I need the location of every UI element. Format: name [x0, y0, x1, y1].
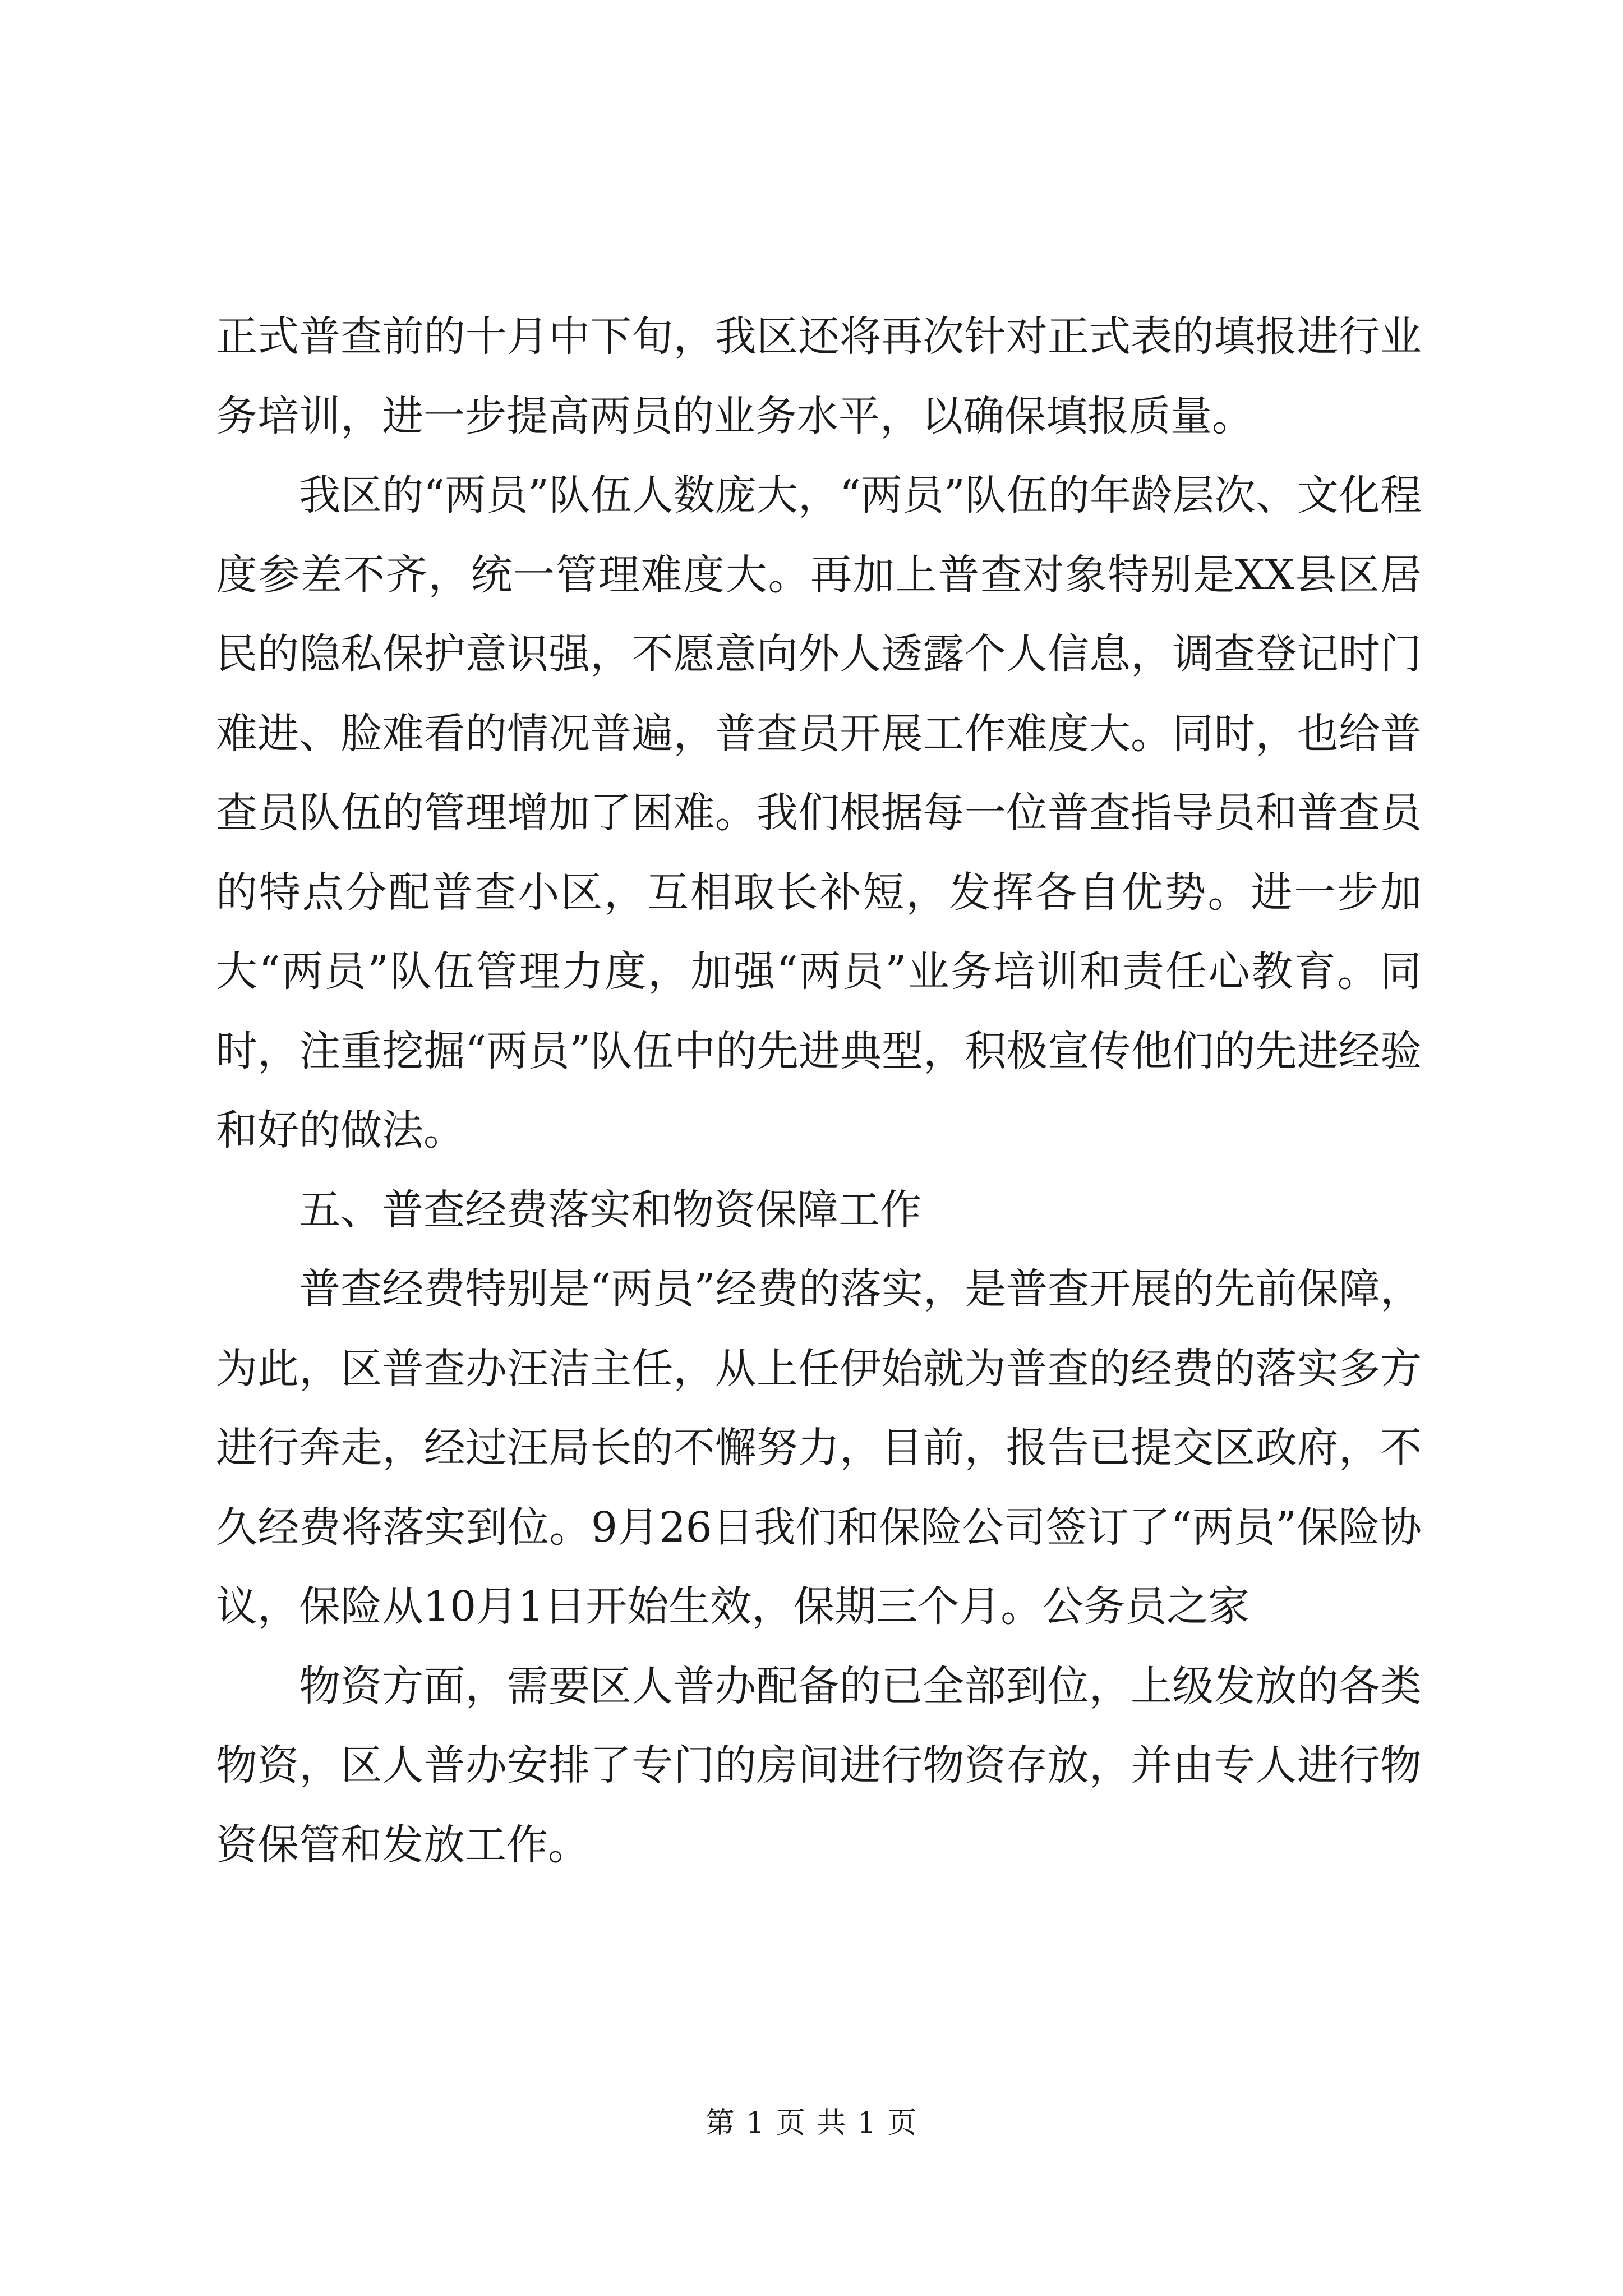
paragraph-team-management: 我区的“两员”队伍人数庞大，“两员”队伍的年龄层次、文化程度参差不齐，统一管理难度大。再加上普查对象特别是XX县区居民的隐私保护意识强，不愿意向外人透露个人信息，调查登记时门难进、脸难看的情况普遍，普查员开展工作难度大。同时，也给普查员队伍的管理增加了困难。我们根据每一位普查指导员和普查员的特点分配普查小区，互相取长补短，发挥各自优势。进一步加大“两员”队伍管理力度，加强“两员”业务培训和责任心教育。同时，注重挖掘“两员”队伍中的先进典型，积极宣传他们的先进经验和好的做法。	[216, 471, 1422, 1154]
section-heading-funding: 五、普查经费落实和物资保障工作	[299, 1185, 921, 1234]
page-footer: 第 1 页 共 1 页	[705, 2106, 918, 2140]
paragraph-funding: 普查经费特别是“两员”经费的落实，是普查开展的先前保障，为此，区普查办汪洁主任，从上任伊始就为普查的经费的落实多方进行奔走，经过汪局长的不懈努力，目前，报告已提交区政府，不久经费将落实到位。9月26日我们和保险公司签订了“两员”保险协议，保险从10月1日开始生效，保期三个月。公务员之家	[216, 1265, 1422, 1631]
document-body	[216, 297, 1422, 1885]
paragraph-materials: 物资方面，需要区人普办配备的已全部到位，上级发放的各类物资，区人普办安排了专门的房间进行物资存放，并由专人进行物资保管和发放工作。	[216, 1662, 1422, 1869]
paragraph-training: 正式普查前的十月中下旬，我区还将再次针对正式表的填报进行业务培训，进一步提高两员的业务水平，以确保填报质量。	[216, 312, 1422, 440]
